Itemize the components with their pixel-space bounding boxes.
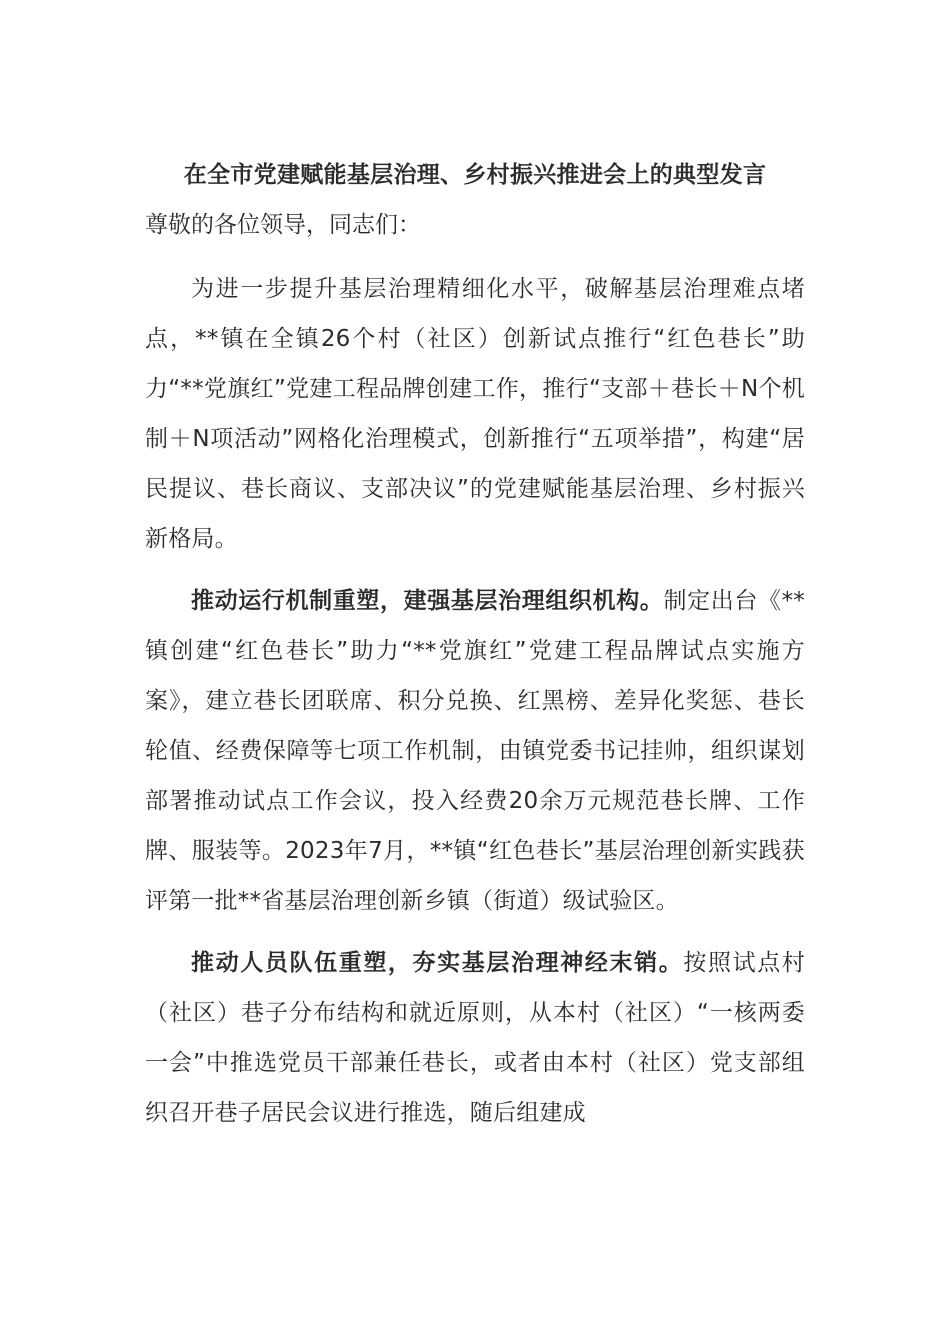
paragraph-personnel xyxy=(145,938,805,1138)
paragraph-lead: 推动人员队伍重塑，夯实基层治理神经末销。 xyxy=(191,950,684,976)
paragraph-text: 为进一步提升基层治理精细化水平，破解基层治理难点堵点，**镇在全镇26个村（社区）创新试点推行“红色巷长”助力“**党旗红”党建工程品牌创建工作，推行“支部＋巷长＋N个机制＋N项活动”网格化治理模式，创新推行“五项举措”，构建“居民提议、巷长商议、支部决议”的党建赋能基层治理、乡村振兴新格局。 xyxy=(145,276,805,552)
document-title: 在全市党建赋能基层治理、乡村振兴推进会上的典型发言 xyxy=(183,162,767,188)
paragraph-mechanism xyxy=(145,576,805,926)
salutation: 尊敬的各位领导，同志们： xyxy=(145,212,421,238)
paragraph-text: 按照试点村（社区）巷子分布结构和就近原则，从本村（社区）“一核两委一会”中推选党员干部兼任巷长，或者由本村（社区）党支部组织召开巷子居民会议进行推选，随后组建成 xyxy=(145,950,806,1126)
paragraph-lead: 推动运行机制重塑，建强基层治理组织机构。 xyxy=(191,588,664,614)
paragraph-intro xyxy=(145,264,805,564)
document-page xyxy=(145,150,805,1150)
paragraph-text: 制定出台《**镇创建“红色巷长”助力“**党旗红”党建工程品牌试点实施方案》，建立巷长团联席、积分兑换、红黑榜、差异化奖惩、巷长轮值、经费保障等七项工作机制，由镇党委书记挂帅，组织谋划部署推动试点工作会议，投入经费20余万元规范巷长牌、工作牌、服装等。2023年7月，**镇“红色巷长”基层治理创新实践获评第一批**省基层治理创新乡镇（街道）级试验区。 xyxy=(145,588,806,914)
